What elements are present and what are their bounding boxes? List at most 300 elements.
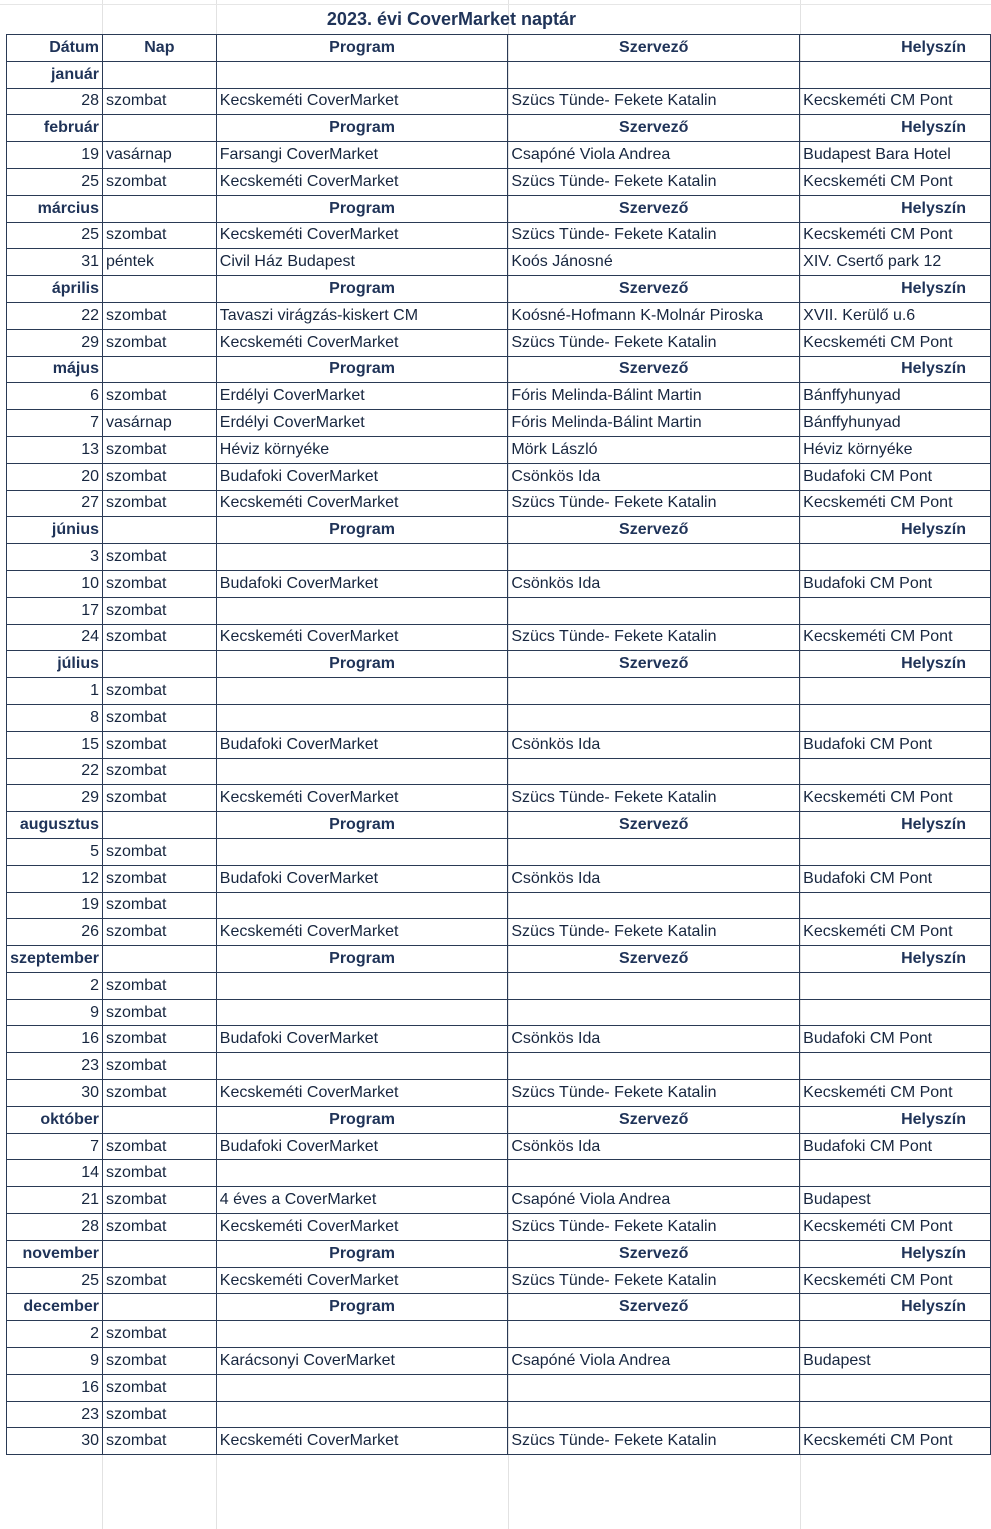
header-szervezo[interactable]: Szervező	[508, 946, 800, 973]
header-szervezo[interactable]: Szervező	[508, 1294, 800, 1321]
cell-weekday[interactable]: szombat	[102, 570, 216, 597]
cell-weekday[interactable]: szombat	[102, 1321, 216, 1348]
cell-organizer[interactable]: Csönkös Ida	[508, 570, 800, 597]
cell-organizer[interactable]: Szücs Tünde- Fekete Katalin	[508, 1267, 800, 1294]
header-program[interactable]: Program	[216, 1106, 508, 1133]
cell-location[interactable]: Budafoki CM Pont	[800, 463, 991, 490]
cell-organizer[interactable]	[508, 838, 800, 865]
month-label[interactable]: április	[7, 276, 103, 303]
calendar-table	[6, 34, 991, 1455]
event-row	[7, 1321, 991, 1348]
cell-location[interactable]	[800, 999, 991, 1026]
header-szervezo[interactable]: Szervező	[508, 195, 800, 222]
cell-location[interactable]: Kecskeméti CM Pont	[800, 1267, 991, 1294]
cell-weekday[interactable]: szombat	[102, 1080, 216, 1107]
cell-location[interactable]: Kecskeméti CM Pont	[800, 1080, 991, 1107]
header-program[interactable]: Program	[216, 356, 508, 383]
event-row	[7, 383, 991, 410]
cell-organizer[interactable]	[508, 1053, 800, 1080]
header-helyszin[interactable]: Helyszín	[800, 115, 991, 142]
cell-program[interactable]: Kecskeméti CoverMarket	[216, 919, 508, 946]
cell-day[interactable]: 7	[7, 1133, 103, 1160]
cell-day[interactable]: 21	[7, 1187, 103, 1214]
cell-weekday[interactable]: szombat	[102, 892, 216, 919]
cell-program[interactable]: 4 éves a CoverMarket	[216, 1187, 508, 1214]
cell-program[interactable]: Kecskeméti CoverMarket	[216, 785, 508, 812]
cell-location[interactable]: Kecskeméti CM Pont	[800, 1214, 991, 1241]
header-szervezo[interactable]: Szervező	[508, 356, 800, 383]
cell-program[interactable]: Budafoki CoverMarket	[216, 1133, 508, 1160]
cell-organizer[interactable]: Csapóné Viola Andrea	[508, 1187, 800, 1214]
cell-organizer[interactable]: Csapóné Viola Andrea	[508, 1348, 800, 1375]
cell-organizer[interactable]: Szücs Tünde- Fekete Katalin	[508, 919, 800, 946]
cell-program[interactable]	[216, 999, 508, 1026]
cell-nap[interactable]	[102, 946, 216, 973]
cell-weekday[interactable]: szombat	[102, 1160, 216, 1187]
cell-location[interactable]	[800, 1321, 991, 1348]
cell-location[interactable]: Budafoki CM Pont	[800, 865, 991, 892]
cell-day[interactable]: 24	[7, 624, 103, 651]
header-program[interactable]: Program	[216, 1294, 508, 1321]
cell-program[interactable]: Kecskeméti CoverMarket	[216, 1428, 508, 1455]
cell-organizer[interactable]: Koós Jánosné	[508, 249, 800, 276]
event-row	[7, 88, 991, 115]
cell-location[interactable]: Budafoki CM Pont	[800, 731, 991, 758]
month-label[interactable]: szeptember	[7, 946, 103, 973]
header-program[interactable]: Program	[216, 1240, 508, 1267]
cell-location[interactable]: Bánffyhunyad	[800, 410, 991, 437]
month-label[interactable]: február	[7, 115, 103, 142]
event-row	[7, 758, 991, 785]
month-label[interactable]: május	[7, 356, 103, 383]
header-program[interactable]: Program	[216, 812, 508, 839]
cell-weekday[interactable]: szombat	[102, 597, 216, 624]
cell-program[interactable]: Kecskeméti CoverMarket	[216, 1214, 508, 1241]
cell-day[interactable]: 31	[7, 249, 103, 276]
month-label[interactable]: július	[7, 651, 103, 678]
cell-nap[interactable]	[102, 1106, 216, 1133]
cell-day[interactable]: 25	[7, 168, 103, 195]
cell-day[interactable]: 26	[7, 919, 103, 946]
cell-weekday[interactable]: péntek	[102, 249, 216, 276]
cell-organizer[interactable]: Fóris Melinda-Bálint Martin	[508, 410, 800, 437]
cell-weekday[interactable]: vasárnap	[102, 410, 216, 437]
event-row	[7, 544, 991, 571]
cell-program[interactable]	[216, 1401, 508, 1428]
cell-program[interactable]: Kecskeméti CoverMarket	[216, 329, 508, 356]
header-program[interactable]: Program	[216, 517, 508, 544]
cell-location[interactable]: Budafoki CM Pont	[800, 1026, 991, 1053]
cell-day[interactable]: 9	[7, 1348, 103, 1375]
cell-weekday[interactable]: szombat	[102, 1187, 216, 1214]
cell-weekday[interactable]: szombat	[102, 624, 216, 651]
header-helyszin[interactable]: Helyszín	[800, 356, 991, 383]
cell-program[interactable]: Kecskeméti CoverMarket	[216, 1267, 508, 1294]
cell-day[interactable]: 6	[7, 383, 103, 410]
header-helyszin[interactable]: Helyszín	[800, 812, 991, 839]
event-row	[7, 1428, 991, 1455]
cell-day[interactable]: 5	[7, 838, 103, 865]
cell-location[interactable]	[800, 892, 991, 919]
cell-weekday[interactable]: szombat	[102, 88, 216, 115]
cell-organizer[interactable]	[508, 1321, 800, 1348]
cell-weekday[interactable]: szombat	[102, 1348, 216, 1375]
cell-location[interactable]: Kecskeméti CM Pont	[800, 785, 991, 812]
cell-day[interactable]: 17	[7, 597, 103, 624]
cell-organizer[interactable]	[508, 544, 800, 571]
cell-program[interactable]: Budafoki CoverMarket	[216, 865, 508, 892]
cell-program[interactable]	[216, 838, 508, 865]
cell-day[interactable]: 10	[7, 570, 103, 597]
cell-organizer[interactable]: Szücs Tünde- Fekete Katalin	[508, 1080, 800, 1107]
cell-nap[interactable]	[102, 651, 216, 678]
cell-day[interactable]: 2	[7, 972, 103, 999]
cell-day[interactable]: 19	[7, 142, 103, 169]
cell-day[interactable]: 22	[7, 302, 103, 329]
event-row	[7, 249, 991, 276]
cell-weekday[interactable]: szombat	[102, 1133, 216, 1160]
cell-location[interactable]: Kecskeméti CM Pont	[800, 490, 991, 517]
month-label[interactable]: október	[7, 1106, 103, 1133]
cell-nap[interactable]	[102, 1240, 216, 1267]
cell-location[interactable]	[800, 597, 991, 624]
cell-program[interactable]: Budafoki CoverMarket	[216, 731, 508, 758]
event-row	[7, 329, 991, 356]
cell-weekday[interactable]: szombat	[102, 222, 216, 249]
cell-weekday[interactable]: szombat	[102, 1374, 216, 1401]
cell-program[interactable]: Kecskeméti CoverMarket	[216, 490, 508, 517]
header-szervezo[interactable]: Szervező	[508, 35, 800, 62]
cell-location[interactable]	[800, 544, 991, 571]
cell-program[interactable]: Erdélyi CoverMarket	[216, 383, 508, 410]
header-datum[interactable]: Dátum	[7, 35, 103, 62]
cell-weekday[interactable]: szombat	[102, 490, 216, 517]
cell-weekday[interactable]: szombat	[102, 1267, 216, 1294]
cell-weekday[interactable]: szombat	[102, 999, 216, 1026]
cell-organizer[interactable]: Szücs Tünde- Fekete Katalin	[508, 222, 800, 249]
cell-organizer[interactable]	[508, 1374, 800, 1401]
cell-weekday[interactable]: szombat	[102, 919, 216, 946]
event-row	[7, 785, 991, 812]
cell-weekday[interactable]: szombat	[102, 1053, 216, 1080]
cell-helyszin[interactable]	[800, 61, 991, 88]
cell-program[interactable]: Tavaszi virágzás-kiskert CM	[216, 302, 508, 329]
cell-location[interactable]: Kecskeméti CM Pont	[800, 88, 991, 115]
header-szervezo[interactable]: Szervező	[508, 115, 800, 142]
cell-program[interactable]: Civil Ház Budapest	[216, 249, 508, 276]
cell-day[interactable]: 13	[7, 436, 103, 463]
cell-weekday[interactable]: szombat	[102, 1214, 216, 1241]
cell-location[interactable]: XVII. Kerülő u.6	[800, 302, 991, 329]
event-row	[7, 1160, 991, 1187]
month-header-row	[7, 1294, 991, 1321]
header-program[interactable]: Program	[216, 115, 508, 142]
month-header-row	[7, 946, 991, 973]
cell-location[interactable]	[800, 1160, 991, 1187]
cell-nap[interactable]	[102, 356, 216, 383]
cell-nap[interactable]	[102, 1294, 216, 1321]
cell-location[interactable]: Kecskeméti CM Pont	[800, 168, 991, 195]
header-helyszin[interactable]: Helyszín	[800, 946, 991, 973]
cell-location[interactable]	[800, 678, 991, 705]
cell-location[interactable]	[800, 758, 991, 785]
cell-location[interactable]: Kecskeméti CM Pont	[800, 919, 991, 946]
month-header-row	[7, 1106, 991, 1133]
cell-organizer[interactable]	[508, 892, 800, 919]
cell-organizer[interactable]: Szücs Tünde- Fekete Katalin	[508, 88, 800, 115]
cell-program[interactable]	[216, 1053, 508, 1080]
cell-organizer[interactable]	[508, 1401, 800, 1428]
cell-program[interactable]	[216, 704, 508, 731]
cell-weekday[interactable]: vasárnap	[102, 142, 216, 169]
cell-weekday[interactable]: szombat	[102, 1401, 216, 1428]
cell-day[interactable]: 25	[7, 1267, 103, 1294]
header-helyszin[interactable]: Helyszín	[800, 1240, 991, 1267]
cell-day[interactable]: 28	[7, 88, 103, 115]
cell-location[interactable]	[800, 1401, 991, 1428]
cell-location[interactable]: Budapest	[800, 1348, 991, 1375]
month-label[interactable]: június	[7, 517, 103, 544]
header-helyszin[interactable]: Helyszín	[800, 276, 991, 303]
month-header-row	[7, 651, 991, 678]
cell-program[interactable]	[216, 597, 508, 624]
cell-weekday[interactable]: szombat	[102, 302, 216, 329]
cell-location[interactable]: Kecskeméti CM Pont	[800, 1428, 991, 1455]
cell-organizer[interactable]: Szücs Tünde- Fekete Katalin	[508, 1214, 800, 1241]
cell-day[interactable]: 23	[7, 1053, 103, 1080]
cell-program[interactable]	[216, 972, 508, 999]
cell-location[interactable]	[800, 972, 991, 999]
cell-location[interactable]: Budafoki CM Pont	[800, 570, 991, 597]
month-label[interactable]: március	[7, 195, 103, 222]
cell-organizer[interactable]	[508, 999, 800, 1026]
header-szervezo[interactable]: Szervező	[508, 276, 800, 303]
month-label[interactable]: január	[7, 61, 103, 88]
cell-nap[interactable]	[102, 115, 216, 142]
cell-location[interactable]: Kecskeméti CM Pont	[800, 329, 991, 356]
header-program[interactable]: Program	[216, 195, 508, 222]
cell-day[interactable]: 28	[7, 1214, 103, 1241]
cell-weekday[interactable]: szombat	[102, 731, 216, 758]
cell-location[interactable]	[800, 704, 991, 731]
cell-program[interactable]	[216, 61, 508, 88]
cell-weekday[interactable]: szombat	[102, 758, 216, 785]
cell-location[interactable]: Kecskeméti CM Pont	[800, 624, 991, 651]
cell-program[interactable]: Budafoki CoverMarket	[216, 570, 508, 597]
cell-program[interactable]: Kecskeméti CoverMarket	[216, 624, 508, 651]
cell-day[interactable]: 16	[7, 1374, 103, 1401]
cell-organizer[interactable]: Szücs Tünde- Fekete Katalin	[508, 785, 800, 812]
cell-weekday[interactable]: szombat	[102, 704, 216, 731]
cell-day[interactable]: 8	[7, 704, 103, 731]
cell-weekday[interactable]: szombat	[102, 865, 216, 892]
month-header-row	[7, 61, 991, 88]
cell-weekday[interactable]: szombat	[102, 463, 216, 490]
cell-weekday[interactable]: szombat	[102, 329, 216, 356]
sheet-title: 2023. évi CoverMarket naptár	[326, 9, 577, 29]
event-row	[7, 704, 991, 731]
header-szervezo[interactable]: Szervező	[508, 517, 800, 544]
cell-organizer[interactable]: Csönkös Ida	[508, 1133, 800, 1160]
event-row	[7, 570, 991, 597]
cell-nap[interactable]	[102, 61, 216, 88]
header-nap[interactable]: Nap	[102, 35, 216, 62]
cell-location[interactable]: Héviz környéke	[800, 436, 991, 463]
event-row	[7, 972, 991, 999]
cell-program[interactable]	[216, 1374, 508, 1401]
cell-organizer[interactable]: Csönkös Ida	[508, 865, 800, 892]
cell-weekday[interactable]: szombat	[102, 168, 216, 195]
cell-organizer[interactable]: Fóris Melinda-Bálint Martin	[508, 383, 800, 410]
event-row	[7, 1374, 991, 1401]
cell-program[interactable]: Farsangi CoverMarket	[216, 142, 508, 169]
header-helyszin[interactable]: Helyszín	[800, 651, 991, 678]
month-label[interactable]: november	[7, 1240, 103, 1267]
header-szervezo[interactable]: Szervező	[508, 812, 800, 839]
cell-nap[interactable]	[102, 812, 216, 839]
cell-day[interactable]: 20	[7, 463, 103, 490]
cell-program[interactable]	[216, 1321, 508, 1348]
cell-program[interactable]: Budafoki CoverMarket	[216, 1026, 508, 1053]
cell-program[interactable]: Kecskeméti CoverMarket	[216, 168, 508, 195]
header-row	[7, 35, 991, 62]
cell-location[interactable]: XIV. Csertő park 12	[800, 249, 991, 276]
cell-day[interactable]: 30	[7, 1080, 103, 1107]
header-helyszin[interactable]: Helyszín	[800, 1106, 991, 1133]
cell-location[interactable]: Budapest	[800, 1187, 991, 1214]
cell-nap[interactable]	[102, 276, 216, 303]
cell-program[interactable]: Budafoki CoverMarket	[216, 463, 508, 490]
header-szervezo[interactable]: Szervező	[508, 1106, 800, 1133]
cell-day[interactable]: 29	[7, 785, 103, 812]
header-helyszin[interactable]: Helyszín	[800, 517, 991, 544]
cell-weekday[interactable]: szombat	[102, 678, 216, 705]
event-row	[7, 490, 991, 517]
event-row	[7, 1133, 991, 1160]
event-row	[7, 865, 991, 892]
cell-weekday[interactable]: szombat	[102, 544, 216, 571]
cell-weekday[interactable]: szombat	[102, 1428, 216, 1455]
cell-location[interactable]	[800, 838, 991, 865]
cell-organizer[interactable]: Szücs Tünde- Fekete Katalin	[508, 329, 800, 356]
cell-organizer[interactable]	[508, 678, 800, 705]
cell-weekday[interactable]: szombat	[102, 383, 216, 410]
event-row	[7, 1080, 991, 1107]
cell-weekday[interactable]: szombat	[102, 838, 216, 865]
cell-day[interactable]: 27	[7, 490, 103, 517]
month-label[interactable]: augusztus	[7, 812, 103, 839]
cell-program[interactable]	[216, 758, 508, 785]
month-header-row	[7, 1240, 991, 1267]
cell-weekday[interactable]: szombat	[102, 1026, 216, 1053]
header-helyszin[interactable]: Helyszín	[800, 1294, 991, 1321]
header-program[interactable]: Program	[216, 946, 508, 973]
cell-day[interactable]: 22	[7, 758, 103, 785]
header-program[interactable]: Program	[216, 276, 508, 303]
cell-organizer[interactable]	[508, 597, 800, 624]
cell-day[interactable]: 1	[7, 678, 103, 705]
cell-weekday[interactable]: szombat	[102, 785, 216, 812]
header-helyszin[interactable]: Helyszín	[800, 195, 991, 222]
cell-program[interactable]: Kecskeméti CoverMarket	[216, 222, 508, 249]
cell-location[interactable]: Budapest Bara Hotel	[800, 142, 991, 169]
cell-day[interactable]: 23	[7, 1401, 103, 1428]
cell-program[interactable]	[216, 544, 508, 571]
cell-day[interactable]: 3	[7, 544, 103, 571]
cell-location[interactable]: Budafoki CM Pont	[800, 1133, 991, 1160]
cell-organizer[interactable]	[508, 1160, 800, 1187]
event-row	[7, 436, 991, 463]
event-row	[7, 1348, 991, 1375]
month-label[interactable]: december	[7, 1294, 103, 1321]
cell-location[interactable]	[800, 1374, 991, 1401]
cell-weekday[interactable]: szombat	[102, 972, 216, 999]
cell-nap[interactable]	[102, 517, 216, 544]
cell-day[interactable]: 15	[7, 731, 103, 758]
cell-location[interactable]	[800, 1053, 991, 1080]
cell-program[interactable]: Erdélyi CoverMarket	[216, 410, 508, 437]
cell-organizer[interactable]: Mörk László	[508, 436, 800, 463]
cell-organizer[interactable]: Szücs Tünde- Fekete Katalin	[508, 168, 800, 195]
cell-organizer[interactable]: Csönkös Ida	[508, 731, 800, 758]
cell-organizer[interactable]: Csönkös Ida	[508, 1026, 800, 1053]
event-row	[7, 222, 991, 249]
month-header-row	[7, 812, 991, 839]
event-row	[7, 168, 991, 195]
cell-program[interactable]	[216, 892, 508, 919]
cell-organizer[interactable]: Szücs Tünde- Fekete Katalin	[508, 624, 800, 651]
cell-day[interactable]: 16	[7, 1026, 103, 1053]
event-row	[7, 919, 991, 946]
cell-program[interactable]	[216, 678, 508, 705]
event-row	[7, 838, 991, 865]
cell-day[interactable]: 2	[7, 1321, 103, 1348]
header-program[interactable]: Program	[216, 35, 508, 62]
header-helyszin[interactable]: Helyszín	[800, 35, 991, 62]
header-szervezo[interactable]: Szervező	[508, 651, 800, 678]
cell-organizer[interactable]: Csapóné Viola Andrea	[508, 142, 800, 169]
cell-nap[interactable]	[102, 195, 216, 222]
cell-szervezo[interactable]	[508, 61, 800, 88]
cell-program[interactable]: Héviz környéke	[216, 436, 508, 463]
cell-program[interactable]	[216, 1160, 508, 1187]
cell-organizer[interactable]: Szücs Tünde- Fekete Katalin	[508, 1428, 800, 1455]
cell-day[interactable]: 25	[7, 222, 103, 249]
cell-organizer[interactable]	[508, 972, 800, 999]
cell-day[interactable]: 9	[7, 999, 103, 1026]
cell-location[interactable]: Kecskeméti CM Pont	[800, 222, 991, 249]
cell-day[interactable]: 12	[7, 865, 103, 892]
cell-day[interactable]: 7	[7, 410, 103, 437]
cell-organizer[interactable]	[508, 704, 800, 731]
cell-organizer[interactable]: Csönkös Ida	[508, 463, 800, 490]
cell-weekday[interactable]: szombat	[102, 436, 216, 463]
cell-organizer[interactable]: Koósné-Hofmann K-Molnár Piroska	[508, 302, 800, 329]
cell-day[interactable]: 30	[7, 1428, 103, 1455]
cell-day[interactable]: 29	[7, 329, 103, 356]
cell-day[interactable]: 19	[7, 892, 103, 919]
event-row	[7, 624, 991, 651]
cell-day[interactable]: 14	[7, 1160, 103, 1187]
cell-location[interactable]: Bánffyhunyad	[800, 383, 991, 410]
cell-program[interactable]: Kecskeméti CoverMarket	[216, 1080, 508, 1107]
header-program[interactable]: Program	[216, 651, 508, 678]
cell-organizer[interactable]: Szücs Tünde- Fekete Katalin	[508, 490, 800, 517]
cell-organizer[interactable]	[508, 758, 800, 785]
cell-program[interactable]: Kecskeméti CoverMarket	[216, 88, 508, 115]
header-szervezo[interactable]: Szervező	[508, 1240, 800, 1267]
cell-program[interactable]: Karácsonyi CoverMarket	[216, 1348, 508, 1375]
